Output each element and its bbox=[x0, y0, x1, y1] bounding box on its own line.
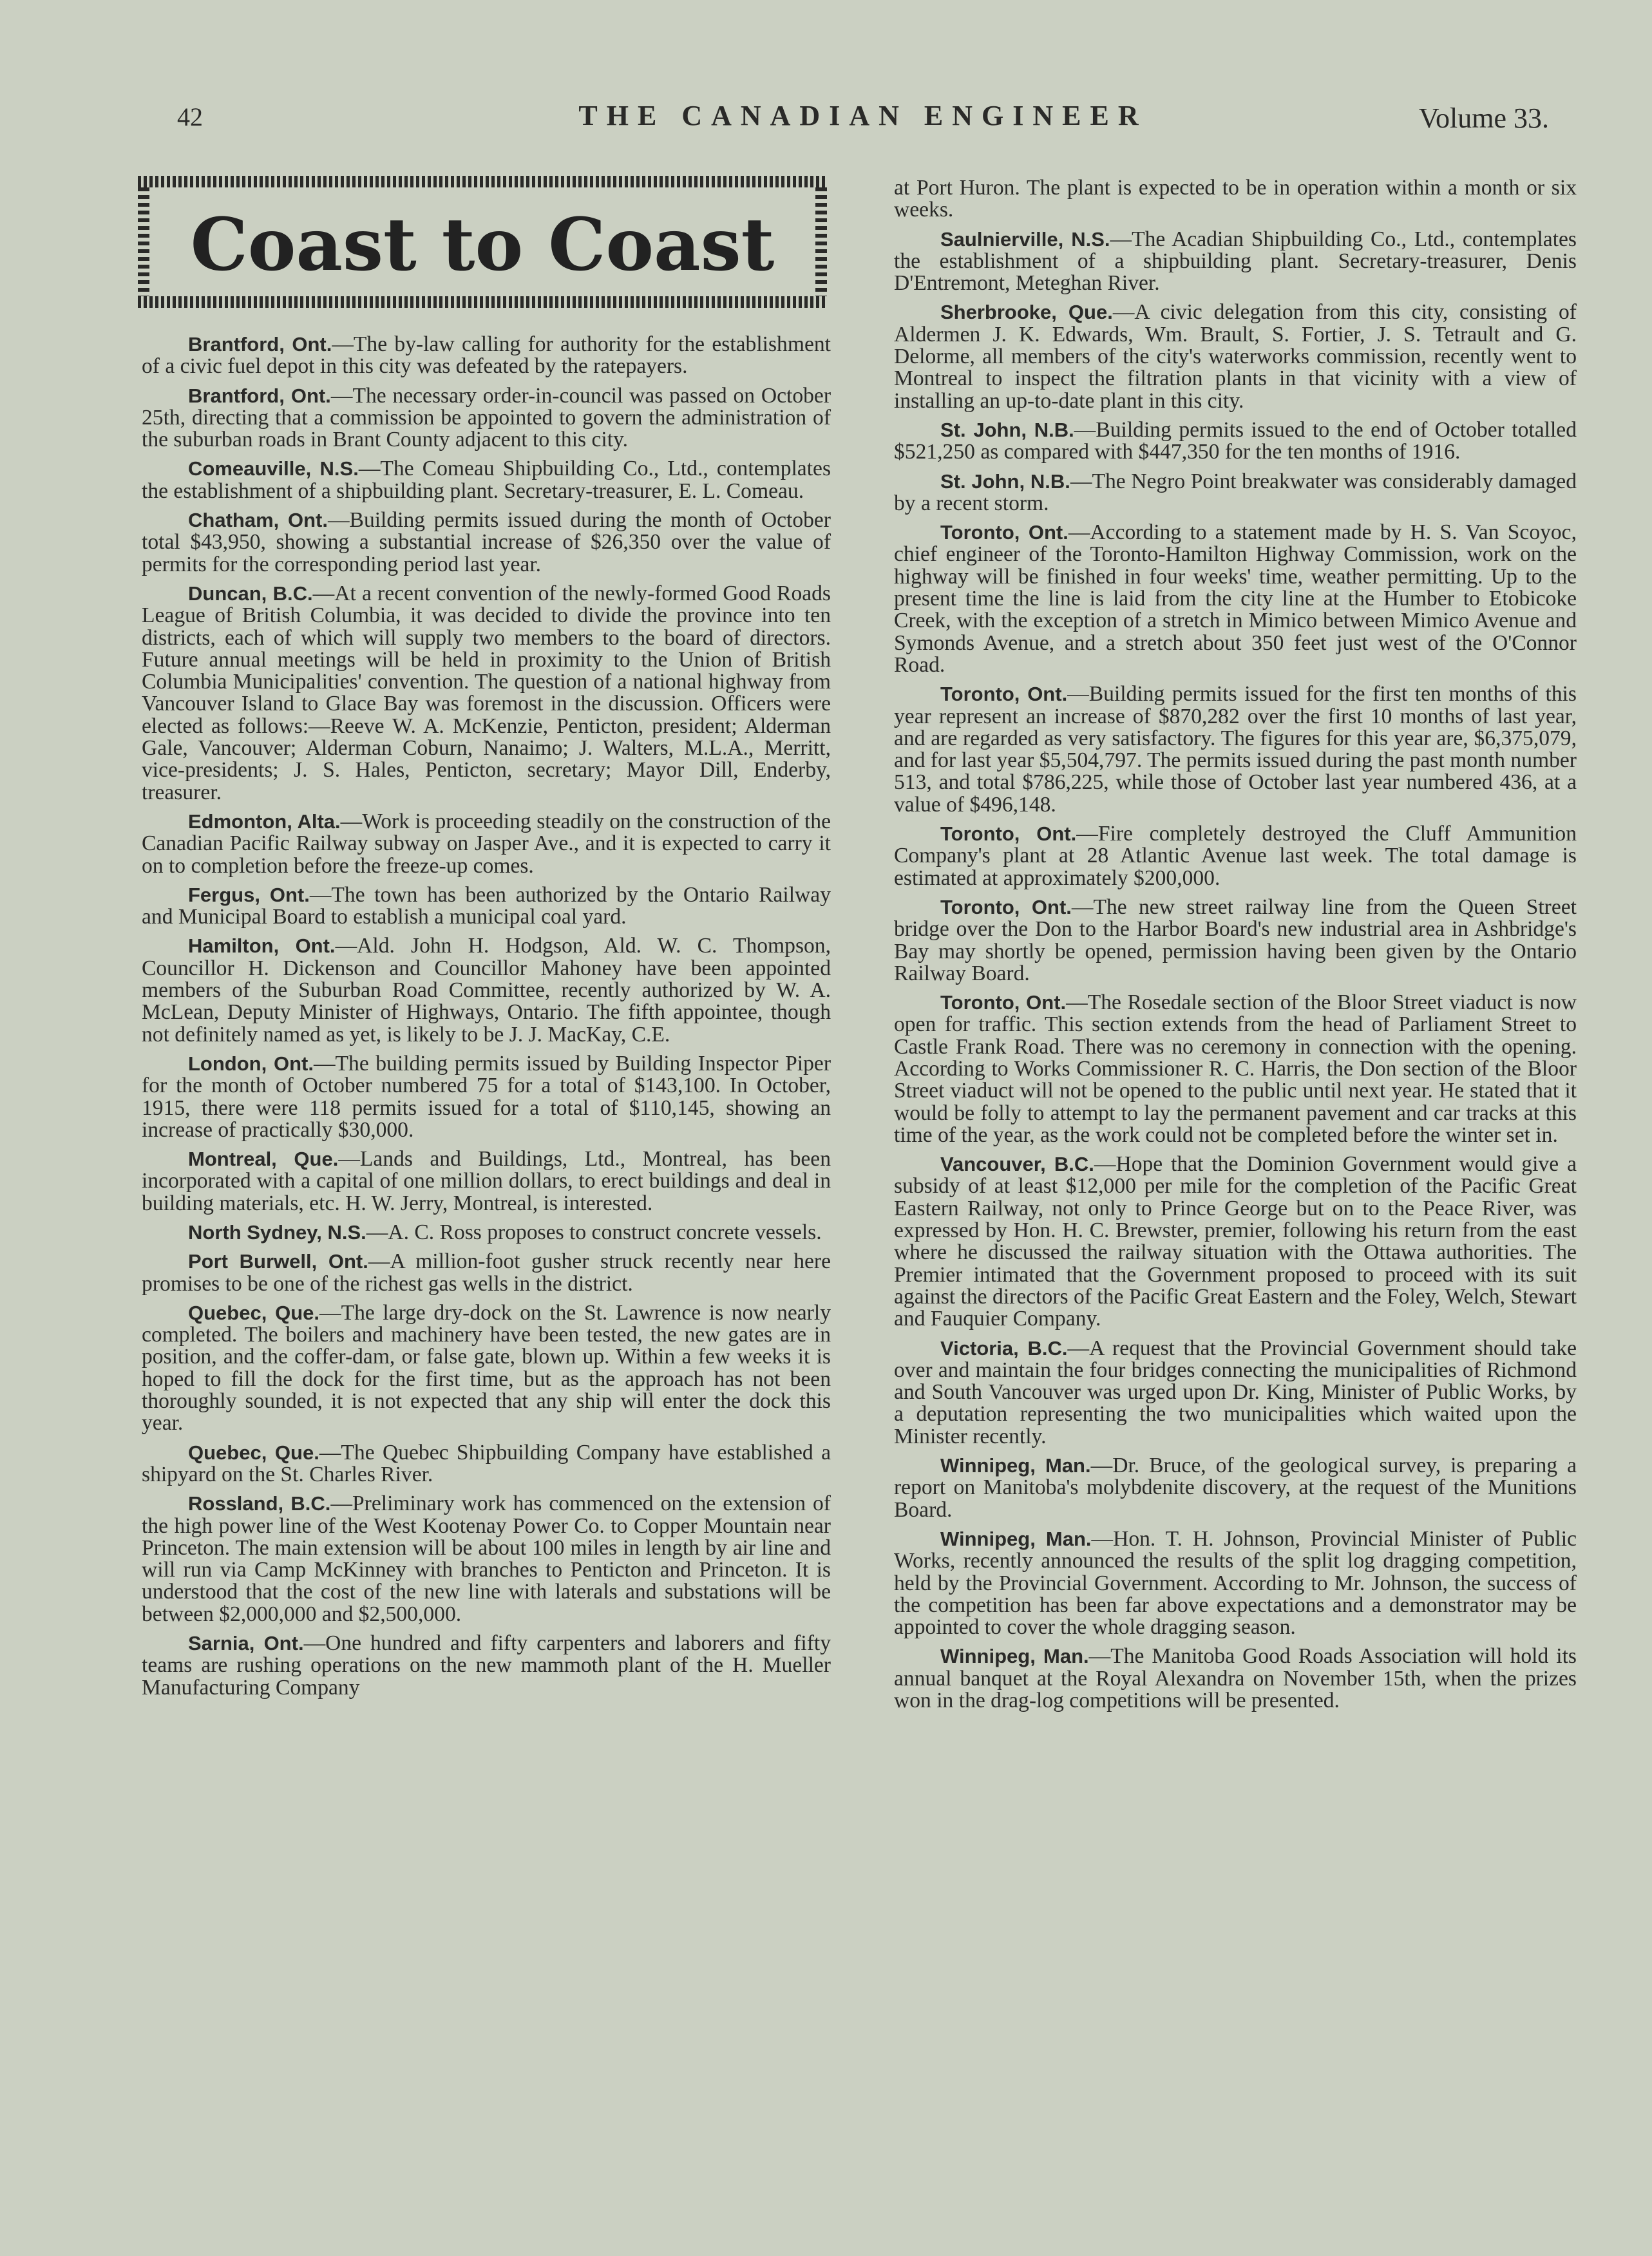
news-item bbox=[894, 229, 1577, 295]
news-item-text: —The Rosedale section of the Bloor Street viaduct is now open for traffic. This section extends from the head of Parliament Street to Castle Frank Road. There was no ceremony in connection with the opening. According to Works Commissioner R. C. Harris, the Don section of the Bloor Street viaduct will not be opened to the public until next year. He stated that it would be folly to attempt to lay the permanent pavement and car tracks at this time of the year, as the work could not be completed before the winter set in. bbox=[894, 991, 1577, 1147]
news-item bbox=[142, 458, 831, 502]
news-item bbox=[142, 1222, 831, 1244]
news-item-text: —Preliminary work has commenced on the extension of the high power line of the West Kootenay Power Co. to Copper Mountain near Princeton. The main extension will be about 100 miles in length by air line and will run via Camp McKinney with branches to Penticton and Princeton. It is understood that the cost of the new line with laterals and substations will be between $2,000,000 and $2,500,000. bbox=[142, 1492, 831, 1626]
news-item bbox=[894, 1528, 1577, 1638]
news-item-text: —Hope that the Dominion Government would give a subsidy of at least $12,000 per mile for the completion of the Pacific Great Eastern Railway, not only to Prince George but on to the Peace River, was expressed by Hon. H. C. Brewster, premier, following his return from the east where he discussed the railway situation with the Ottawa authorities. The Premier intimated that the Government proposed to proceed with its suit against the directors of the Pacific Great Eastern and the Foley, Welch, Stewart and Fauquier Company. bbox=[894, 1152, 1577, 1331]
news-item-text: —The building permits issued by Building Inspector Piper for the month of October numbered 75 for a total of $143,100. In October, 1915, there were 118 permits issued for a total of $110,145, showing an increase of practically $30,000. bbox=[142, 1051, 831, 1142]
news-item bbox=[894, 823, 1577, 889]
news-item bbox=[894, 1645, 1577, 1712]
news-item-place: North Sydney, N.S. bbox=[188, 1220, 366, 1244]
news-item-text: —According to a statement made by H. S. Van Scoyoc, chief engineer of the Toronto-Hamilton Highway Commission, work on the highway will be finished in four weeks' time, weather permitting. Up to the present time the line is laid from the city line at the Humber to Etobicoke Creek, with the exception of a stretch in Mimico between Mimico Avenue and Symonds Avenue, and a stretch about 350 feet just west of the O'Connor Road. bbox=[894, 520, 1577, 677]
news-item-place: St. John, N.B. bbox=[940, 469, 1070, 493]
news-item bbox=[142, 385, 831, 451]
news-item bbox=[894, 896, 1577, 985]
news-item-place: Toronto, Ont. bbox=[940, 895, 1072, 918]
news-item bbox=[142, 1251, 831, 1295]
news-item-place: Winnipeg, Man. bbox=[940, 1454, 1091, 1477]
news-item-place: Toronto, Ont. bbox=[940, 822, 1077, 846]
news-item-place: Toronto, Ont. bbox=[940, 521, 1068, 544]
news-item-place: Montreal, Que. bbox=[188, 1148, 339, 1171]
news-item-place: Sherbrooke, Que. bbox=[940, 301, 1113, 324]
news-item-place: Winnipeg, Man. bbox=[940, 1645, 1089, 1668]
news-item bbox=[894, 683, 1577, 816]
news-item-place: London, Ont. bbox=[188, 1052, 314, 1075]
news-item-text: —The Negro Point breakwater was considerably damaged by a recent storm. bbox=[894, 469, 1577, 515]
news-item bbox=[894, 1338, 1577, 1448]
news-item bbox=[142, 884, 831, 929]
news-item-place: Fergus, Ont. bbox=[188, 883, 310, 906]
news-item-place: Quebec, Que. bbox=[188, 1441, 319, 1464]
news-item-text: —A million-foot gusher struck recently near here promises to be one of the richest gas wells in the district. bbox=[142, 1249, 831, 1296]
continued-paragraph: at Port Huron. The plant is expected to be in operation within a month or six weeks. bbox=[894, 176, 1577, 222]
news-item-text: —The Comeau Shipbuilding Co., Ltd., contemplates the establishment of a shipbuilding plant. Secretary-treasurer, E. L. Comeau. bbox=[142, 457, 831, 503]
news-item-text: —The necessary order-in-council was passed on October 25th, directing that a commission be appointed to govern the administration of the suburban roads in Brant County adjacent to this city. bbox=[142, 383, 831, 452]
news-item bbox=[142, 583, 831, 804]
news-item bbox=[894, 301, 1577, 412]
news-item-place: Hamilton, Ont. bbox=[188, 934, 336, 958]
news-item-text: —One hundred and fifty carpenters and laborers and fifty teams are rushing operations on the new mammoth plant of the H. Mueller Manufacturing Company bbox=[142, 1631, 831, 1700]
left-column bbox=[142, 334, 831, 1706]
volume-label: Volume 33. bbox=[1418, 102, 1549, 134]
news-item bbox=[894, 1153, 1577, 1330]
page-number: 42 bbox=[177, 102, 203, 131]
news-item-text: —Fire completely destroyed the Cluff Ammunition Company's plant at 28 Atlantic Avenue last week. The total damage is estimated at approximately $200,000. bbox=[894, 822, 1577, 890]
news-item-text: —Lands and Buildings, Ltd., Montreal, has been incorporated with a capital of one million dollars, to erect buildings and deal in building materials, etc. H. W. Jerry, Montreal, is interested. bbox=[142, 1147, 831, 1215]
news-item-place: Comeauville, N.S. bbox=[188, 457, 359, 480]
news-item-text: —A. C. Ross proposes to construct concrete vessels. bbox=[366, 1220, 822, 1244]
news-item-text: —The town has been authorized by the Ontario Railway and Municipal Board to establish a municipal coal yard. bbox=[142, 882, 831, 929]
news-item bbox=[142, 509, 831, 576]
right-column bbox=[894, 177, 1577, 1719]
news-item-text: —The by-law calling for authority for the establishment of a civic fuel depot in this city was defeated by the ratepayers. bbox=[142, 332, 831, 379]
news-item-place: Toronto, Ont. bbox=[940, 683, 1068, 706]
news-item-place: Victoria, B.C. bbox=[940, 1336, 1068, 1360]
news-item bbox=[142, 1442, 831, 1486]
news-item-text: —Ald. John H. Hodgson, Ald. W. C. Thompson, Councillor H. Dickenson and Councillor Mahoney have been appointed members of the Suburban Road Committee, recently authorized by W. A. McLean, Deputy Minister of Highways, Ontario. The fifth appointee, though not definitely named as yet, is likely to be J. J. MacKay, C.E. bbox=[142, 934, 831, 1047]
news-item bbox=[894, 471, 1577, 515]
news-item-place: Toronto, Ont. bbox=[940, 991, 1067, 1014]
news-item-place: Chatham, Ont. bbox=[188, 509, 328, 532]
news-item-place: Port Burwell, Ont. bbox=[188, 1250, 368, 1273]
section-title: Coast to Coast bbox=[190, 203, 775, 287]
news-item-text: —The Quebec Shipbuilding Company have established a shipyard on the St. Charles River. bbox=[142, 1440, 831, 1486]
news-item bbox=[142, 334, 831, 378]
heading-border-top bbox=[138, 176, 827, 187]
news-item bbox=[894, 1455, 1577, 1521]
news-item-text: —The new street railway line from the Queen Street bridge over the Don to the Harbor Board's new industrial area in Ashbridge's Bay may shortly be opened, permission having been given by the Ontario Railway Board. bbox=[894, 895, 1577, 985]
news-item-text: —Hon. T. H. Johnson, Provincial Minister of Public Works, recently announced the results of the split log dragging competition, held by the Provincial Government. According to Mr. Johnson, the success of the competition has been far above expectations and a demonstrator may be appointed to cover the whole dragging season. bbox=[894, 1526, 1577, 1640]
news-item bbox=[894, 419, 1577, 464]
news-item-place: Saulnierville, N.S. bbox=[940, 227, 1110, 251]
news-item-place: Duncan, B.C. bbox=[188, 582, 313, 605]
news-item-place: Edmonton, Alta. bbox=[188, 810, 341, 833]
news-item-place: St. John, N.B. bbox=[940, 418, 1074, 441]
news-item bbox=[142, 935, 831, 1045]
news-item-place: Sarnia, Ont. bbox=[188, 1632, 304, 1655]
news-item-text: —The large dry-dock on the St. Lawrence is now nearly completed. The boilers and machinery have been tested, the new gates are in position, and the coffer-dam, or false gate, blown up. Within a few weeks it is hoped to fill the dock for the first time, but as the approach has not been thoroughly sounded, it is not expected that any ship will enter the dock this year. bbox=[142, 1300, 831, 1436]
news-item bbox=[142, 1148, 831, 1215]
journal-title: THE CANADIAN ENGINEER bbox=[578, 100, 1148, 131]
news-item bbox=[894, 522, 1577, 676]
news-item-text: —The Acadian Shipbuilding Co., Ltd., contemplates the establishment of a shipbuilding plant. Secretary-treasurer, Denis D'Entremont, Meteghan River. bbox=[894, 227, 1577, 296]
news-item-text: —A civic delegation from this city, consisting of Aldermen J. K. Edwards, Wm. Brault, S. Fortier, J. S. Tetrault and G. Delorme, all members of the city's waterworks commission, recently went to Montreal to inspect the filtration plants in that vicinity with a view of installing an up-to-date plant in this city. bbox=[894, 300, 1577, 413]
news-item-text: —Building permits issued during the month of October total $43,950, showing a substantial increase of $26,350 over the value of permits for the corresponding period last year. bbox=[142, 508, 831, 576]
news-item-text: —Work is proceeding steadily on the construction of the Canadian Pacific Railway subway on Jasper Ave., and it is expected to carry it on to completion before the freeze-up comes. bbox=[142, 809, 831, 878]
news-item bbox=[142, 1493, 831, 1626]
news-item-place: Rossland, B.C. bbox=[188, 1492, 331, 1515]
news-item-text: —Building permits issued to the end of October totalled $521,250 as compared with $447,350 for the ten months of 1916. bbox=[894, 417, 1577, 464]
news-item bbox=[142, 1053, 831, 1141]
section-heading-box bbox=[138, 176, 827, 308]
news-item bbox=[142, 1633, 831, 1699]
heading-border-bottom bbox=[138, 296, 827, 308]
news-item bbox=[142, 811, 831, 877]
news-item bbox=[894, 992, 1577, 1146]
news-item-place: Vancouver, B.C. bbox=[940, 1153, 1094, 1176]
news-item-place: Brantford, Ont. bbox=[188, 333, 332, 355]
news-item-place: Quebec, Que. bbox=[188, 1301, 319, 1324]
news-item-text: —At a recent convention of the newly-formed Good Roads League of British Columbia, it was decided to divide the province into ten districts, each of which will supply two members to the board of directors. Future annual meetings will be held in proximity to the Union of British Columbia Municipalities' convention. The question of a national highway from Vancouver Island to Glace Bay was foremost in the discussion. Officers were elected as follows:—Reeve W. A. McKenzie, Penticton, president; Alderman Gale, Vancouver; Alderman Coburn, Nanaimo; J. Walters, M.L.A., Merritt, vice-presidents; J. S. Hales, Penticton, secretary; Mayor Dill, Enderby, treasurer. bbox=[142, 581, 831, 804]
news-item-text: —The Manitoba Good Roads Association will hold its annual banquet at the Royal Alexandra on November 15th, when the prizes won in the drag-log competitions will be presented. bbox=[894, 1644, 1577, 1712]
news-item-text: —A request that the Provincial Government should take over and maintain the four bridges connecting the municipalities of Richmond and South Vancouver was urged upon Dr. King, Minister of Public Works, by a deputation representing the two municipalities which waited upon the Minister recently. bbox=[894, 1336, 1577, 1448]
news-item-text: —Dr. Bruce, of the geological survey, is preparing a report on Manitoba's molybdenite discovery, at the request of the Munitions Board. bbox=[894, 1454, 1577, 1522]
running-head bbox=[177, 97, 1549, 142]
news-item-text: —Building permits issued for the first ten months of this year represent an increase of $870,282 over the first 10 months of last year, and are regarded as very satisfactory. The figures for this year are, $6,375,079, and for last year $5,504,797. The permits issued during the past month number 513, and total $786,225, while those of October last year numbered 436, at a value of $496,148. bbox=[894, 682, 1577, 817]
news-item bbox=[142, 1302, 831, 1435]
news-item-place: Brantford, Ont. bbox=[188, 384, 331, 407]
news-item-place: Winnipeg, Man. bbox=[940, 1527, 1092, 1550]
